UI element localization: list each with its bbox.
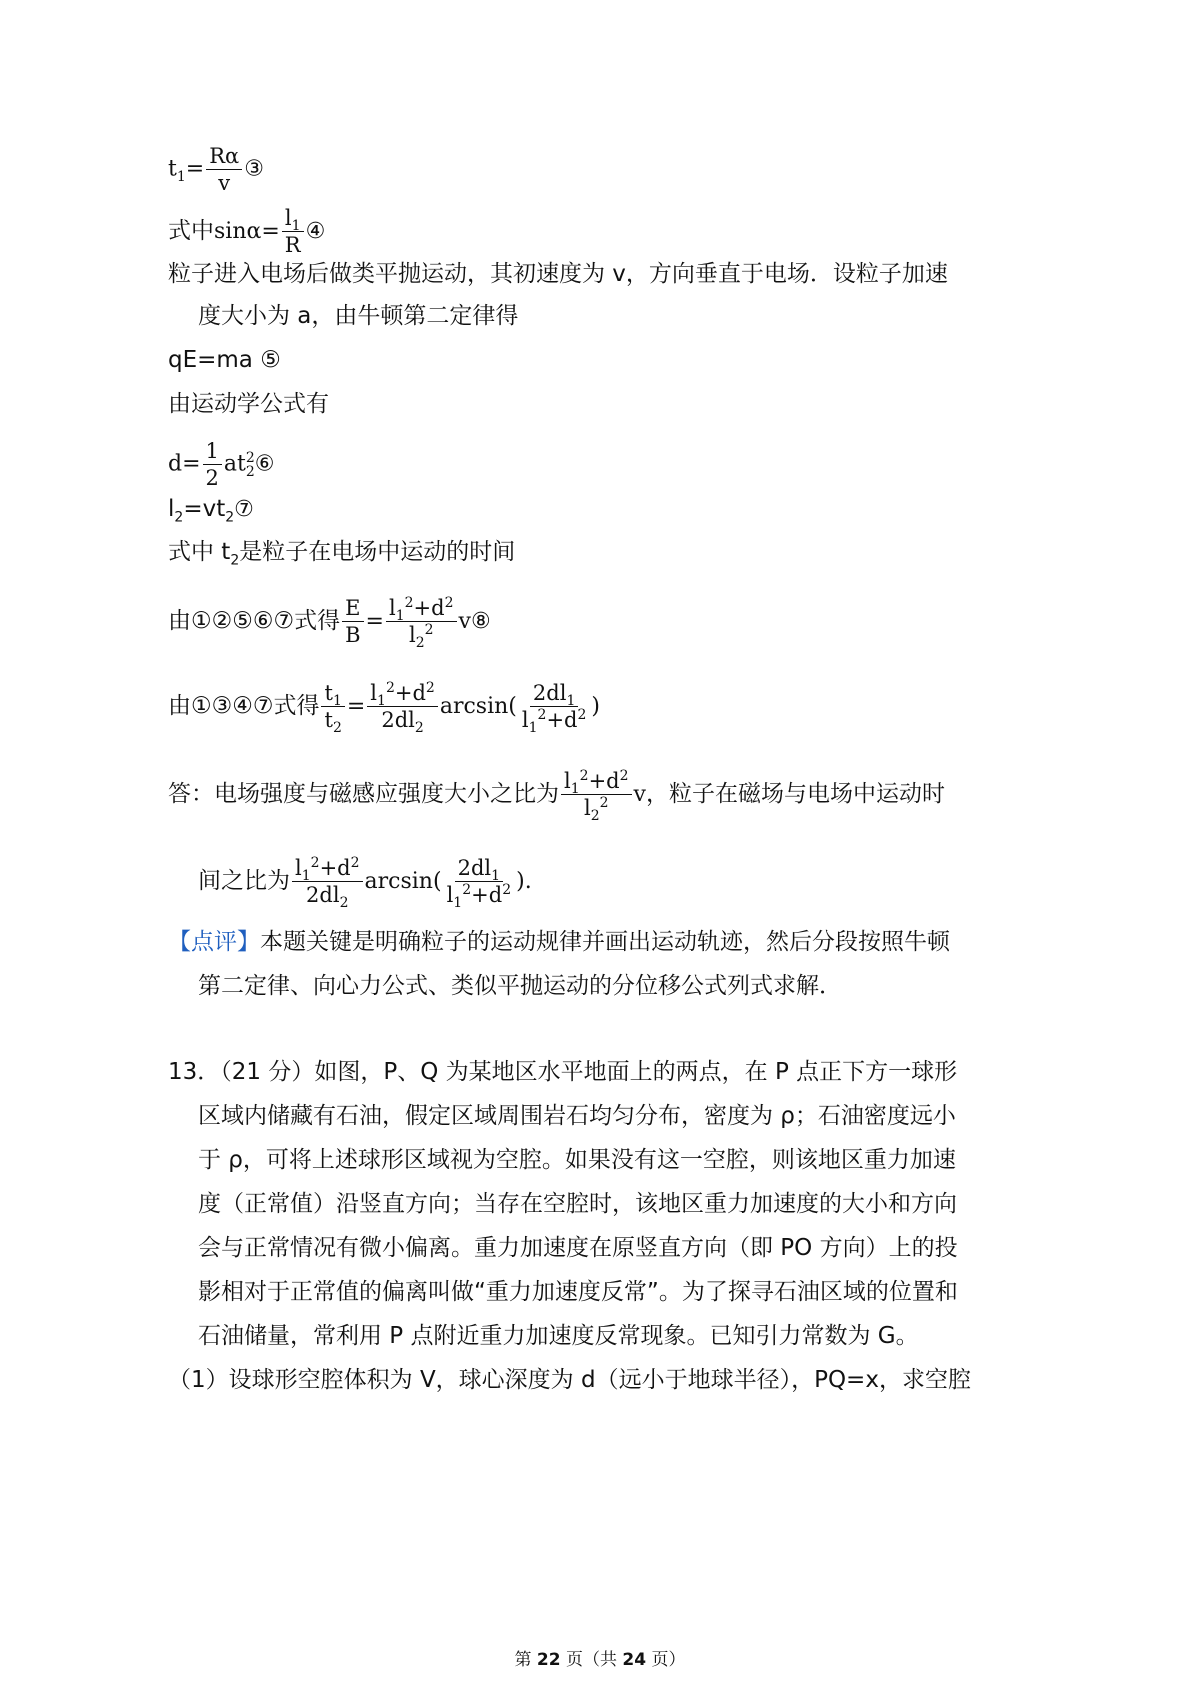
- page-total: 24: [622, 1650, 647, 1670]
- question-line: 度（正常值）沿竖直方向；当存在空腔时，该地区重力加速度的大小和方向: [198, 1191, 957, 1217]
- paragraph-line: 式中 $t_2$是粒子在电场中运动的时间: [168, 539, 516, 569]
- comment-line-2: 第二定律、向心力公式、类似平抛运动的分位移公式列式求解．: [198, 973, 842, 999]
- fraction: $\frac{l_1}{R}$: [282, 205, 304, 258]
- question-line: 会与正常情况有微小偏离。重力加速度在原竖直方向（即 PO 方向）上的投: [198, 1235, 958, 1261]
- paragraph-line: 由运动学公式有: [168, 391, 329, 417]
- question-line: （1）设球形空腔体积为 V，球心深度为 d（远小于地球半径），PQ=x，求空腔: [168, 1367, 971, 1393]
- fraction: $\frac{E}{B}$: [342, 595, 363, 648]
- page-number: 22: [536, 1650, 561, 1670]
- question-line: 区域内储藏有石油，假定区域周围岩石均匀分布，密度为 ρ；石油密度远小: [198, 1103, 956, 1129]
- question-line: 于 ρ，可将上述球形区域视为空腔。如果没有这一空腔，则该地区重力加速: [198, 1147, 956, 1173]
- equation-7: $l_2=vt_2⑦$: [168, 496, 254, 526]
- fraction: $\frac{l_1^2+d^2}{2dl_2}$: [292, 855, 363, 908]
- answer-line-2: 间之比为 $\frac{l_1^2+d^2}{2dl_2}$ arcsin( $\frac{2dl_1}{l_1^2+d^2}$ ).: [198, 855, 532, 912]
- equation-6: d= $\frac{1}{2}$ at 2 2 ⑥: [168, 439, 275, 490]
- equation-5: qE=ma ⑤: [168, 347, 281, 373]
- paragraph-line: 粒子进入电场后做类平抛运动，其初速度为 v，方向垂直于电场．设粒子加速: [168, 261, 948, 287]
- paragraph-line: 度大小为 a，由牛顿第二定律得: [198, 303, 519, 329]
- equation-8: 由①②⑤⑥⑦式得 $\frac{E}{B}$ = $\frac{l_1^2+d^2}{l_2^2}$ v⑧: [168, 595, 491, 652]
- comment-line-1: 【点评】本题关键是明确粒子的运动规律并画出运动轨迹，然后分段按照牛顿: [168, 929, 950, 955]
- equation-3: $t_1=$ $\frac{R\alpha}{v}$ ③: [168, 144, 264, 195]
- question-line: 13．（21 分）如图，P、Q 为某地区水平地面上的两点，在 P 点正下方一球形: [168, 1059, 958, 1085]
- equation-9: 由①③④⑦式得 $\frac{t_1}{t_2}$ = $\frac{l_1^2+d^2}{2dl_2}$ arcsin( $\frac{2dl_1}{l_1^2+d^2}$ ): [168, 680, 600, 737]
- page-footer: 第 22 页（共 24 页）: [514, 1650, 686, 1670]
- answer-line-1: 答：电场强度与磁感应强度大小之比为 $\frac{l_1^2+d^2}{l_2^2}$ v，粒子在磁场与电场中运动时: [168, 768, 945, 825]
- question-line: 石油储量，常利用 P 点附近重力加速度反常现象。已知引力常数为 G。: [198, 1323, 919, 1349]
- fraction: $\frac{t_1}{t_2}$: [321, 680, 344, 733]
- fraction: $\frac{1}{2}$: [203, 438, 222, 491]
- fraction: $\frac{l_1^2+d^2}{l_2^2}$: [561, 768, 632, 821]
- comment-tag: 【点评】: [168, 929, 260, 955]
- fraction: $\frac{2dl_1}{l_1^2+d^2}$: [446, 856, 512, 912]
- fraction: $\frac{2dl_1}{l_1^2+d^2}$: [521, 681, 587, 737]
- fraction: $\frac{R\alpha}{v}$: [206, 143, 242, 196]
- question-line: 影相对于正常值的偏离叫做“重力加速度反常”。为了探寻石油区域的位置和: [198, 1279, 958, 1305]
- equation-4: 式中sinα= $\frac{l_1}{R}$ ④: [168, 206, 326, 257]
- fraction: $\frac{l_1^2+d^2}{l_2^2}$: [386, 595, 457, 648]
- fraction: $\frac{l_1^2+d^2}{2dl_2}$: [367, 680, 438, 733]
